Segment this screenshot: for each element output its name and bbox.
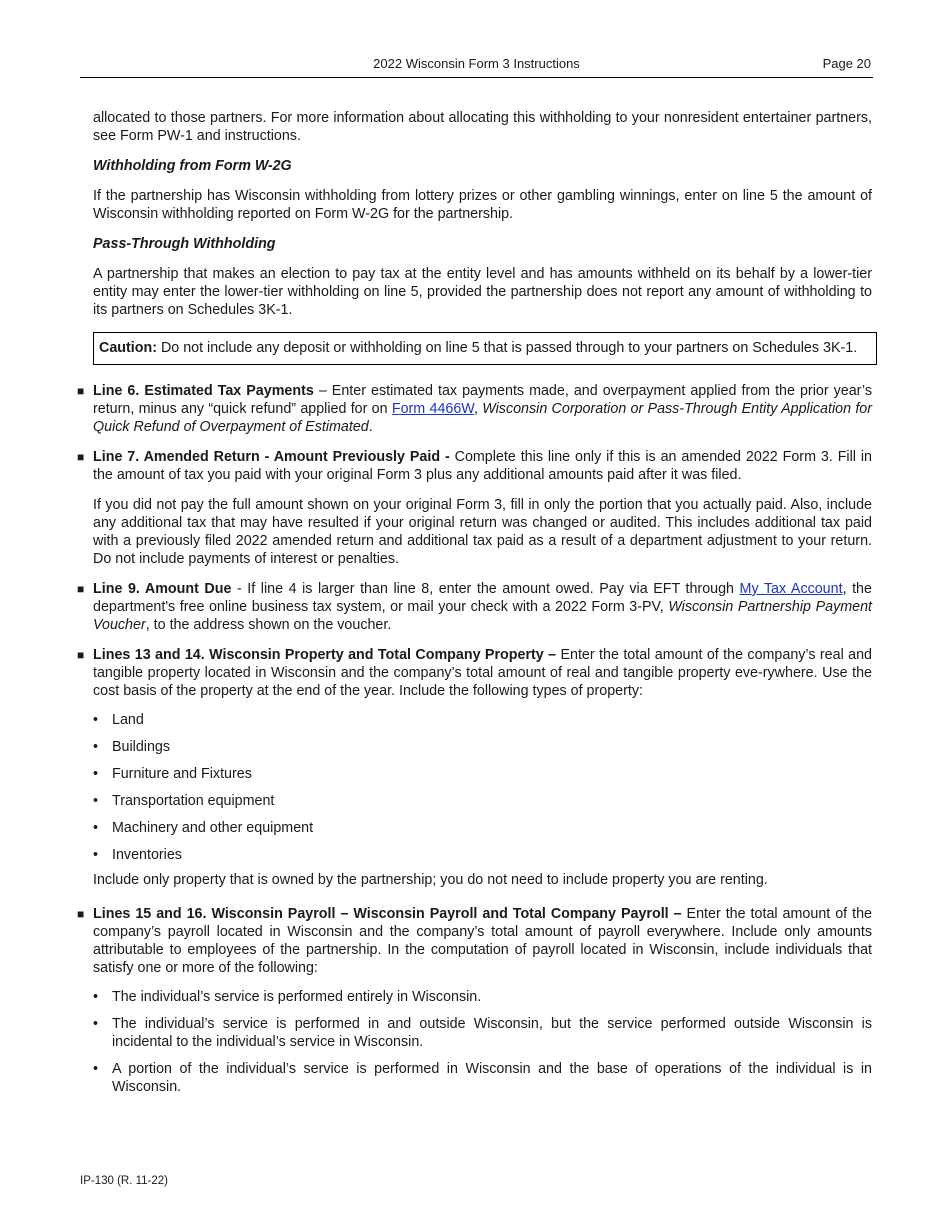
passthrough-paragraph: A partnership that makes an election to pay tax at the entity level and has amounts withheld on its behalf by a lower-tier entity may enter the lower-tier withholding on line 5, provided the partnership does not report any amount of withholding to its partners on Schedules 3K-1. [93,266,872,318]
payroll-list [93,988,872,1096]
list-item: • The individual’s service is performed entirely in Wisconsin. [93,988,872,1006]
line7-paragraph-2: If you did not pay the full amount shown on your original Form 3, fill in only the portion that you actually paid. Also, include any additional tax that may have resulted if your original return was changed or audited. This includes additional tax paid with a previously filed 2022 amended return and additional tax paid as a result of a department adjustment to your return. Do not include payments of interest or penalties. [93,497,872,567]
list-item: • The individual’s service is performed in and outside Wisconsin, but the service performed outside Wisconsin is incidental to the individual’s service in Wisconsin. [93,1015,872,1051]
line9-text-2: , the department's free online business tax system, or mail your check with a 2022 Form 3-PV, [93,581,872,615]
line6-end: . [368,419,373,435]
intro-paragraph: allocated to those partners. For more information about allocating this withholding to your nonresident entertainer partners, see Form PW-1 and instructions. [93,110,872,144]
caution-text: Do not include any deposit or withholding on line 5 that is passed through to your partners on Schedules 3K-1. [156,340,858,356]
form-4466w-link[interactable]: Form 4466W [391,401,475,417]
line7-label: Line 7. Amended Return - Amount Previously Paid - [93,449,450,465]
bullet-square-icon: ■ [77,582,85,596]
list-item: • Land [93,711,872,729]
list-item: • A portion of the individual’s service is performed in Wisconsin and the base of operations of the individual is in Wisconsin. [93,1060,872,1096]
document-title: 2022 Wisconsin Form 3 Instructions [373,56,580,71]
line6-form-title: Wisconsin Corporation or Pass-Through Entity Application for Quick Refund of Overpayment of Estimated [93,401,873,435]
line9-section [77,580,872,634]
caution-label: Caution: [99,340,157,356]
property-list [93,711,872,864]
lines15-section [77,905,872,1096]
line6-label: Line 6. Estimated Tax Payments [93,383,314,399]
line6-sep: , [474,401,483,417]
my-tax-account-link[interactable]: My Tax Account [739,581,843,597]
line6-section [77,382,873,436]
page-number: Page 20 [822,56,871,71]
w2g-paragraph: If the partnership has Wisconsin withholding from lottery prizes or other gambling winnings, enter on line 5 the amount of Wisconsin withholding reported on Form W-2G for the partnership. [93,188,872,222]
line7-section [77,448,872,568]
page-content [77,109,873,1105]
line9-end: , to the address shown on the voucher. [145,617,392,633]
form-code: IP-130 (R. 11-22) [80,1175,168,1187]
w2g-heading: Withholding from Form W-2G [93,158,292,174]
caution-box [93,332,877,365]
line9-text: - If line 4 is larger than line 8, enter the amount owed. Pay via EFT through [231,581,740,597]
page-header [80,55,873,78]
line9-label: Line 9. Amount Due [93,581,232,597]
line6-text: – Enter estimated tax payments made, and overpayment applied from the prior year’s return, minus any “quick refund” applied for on [93,383,872,417]
line7-text: Complete this line only if this is an amended 2022 Form 3. Fill in the amount of tax you paid with your original Form 3 plus any additional amounts paid after it was filed. [93,449,872,483]
lines13-text: Enter the total amount of the company’s real and tangible property located in Wisconsin and the company’s total amount of real and tangible property eve-rywhere. Use the cost basis of the property at the end of the year. Include the following types of property: [93,647,872,699]
passthrough-heading: Pass-Through Withholding [93,236,276,252]
bullet-square-icon: ■ [77,384,85,398]
list-item: • Buildings [93,738,872,756]
lines15-label: Lines 15 and 16. Wisconsin Payroll – Wisconsin Payroll and Total Company Payroll – [93,906,682,922]
bullet-square-icon: ■ [77,907,85,921]
line9-form-title: Wisconsin Partnership Payment Voucher [93,599,872,633]
lines15-text: Enter the total amount of the company’s payroll located in Wisconsin and the company’s total amount of payroll everywhere. Include only amounts attributable to employees of the partnership. In the computation of payroll located in Wisconsin, include individuals that satisfy one or more of the following: [93,906,872,976]
list-item: • Inventories [93,846,872,864]
bullet-square-icon: ■ [77,450,85,464]
lines13-section [77,646,872,889]
list-item: • Machinery and other equipment [93,819,872,837]
list-item: • Transportation equipment [93,792,872,810]
lines13-label: Lines 13 and 14. Wisconsin Property and Total Company Property – [93,647,557,663]
bullet-square-icon: ■ [77,648,85,662]
list-item: • Furniture and Fixtures [93,765,872,783]
lines13-after: Include only property that is owned by the partnership; you do not need to include property you are renting. [93,872,768,888]
